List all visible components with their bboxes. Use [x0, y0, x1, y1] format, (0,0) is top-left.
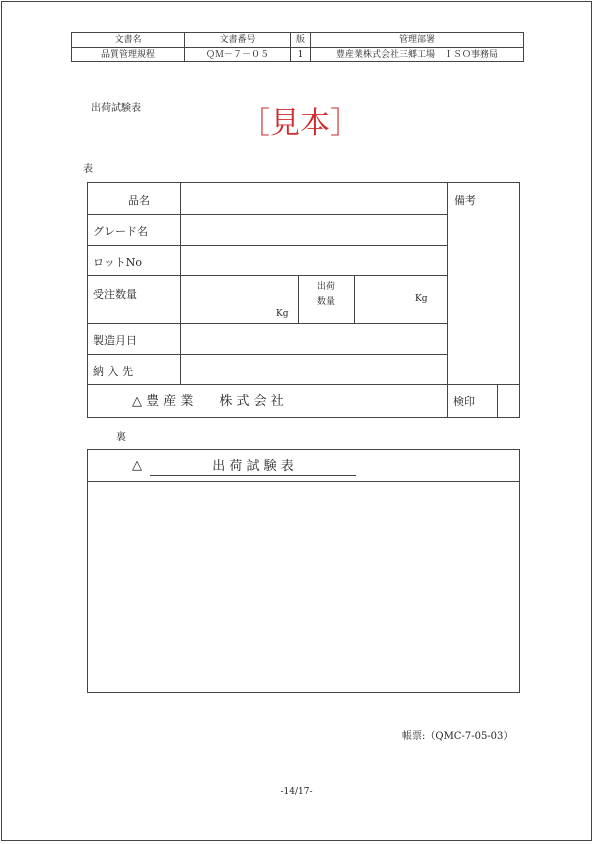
- header-doc-number-label: 文書番号: [219, 35, 256, 45]
- front-form: [87, 182, 520, 418]
- header-doc-name-label: 文書名: [114, 35, 142, 45]
- header-doc-number-value: ＱＭ－７－０５: [205, 50, 269, 60]
- form-code: 帳票:（QMC-7-05-03）: [402, 731, 514, 742]
- back-title-triangle: △: [132, 458, 142, 473]
- label-grade-name: グレード名: [93, 225, 148, 238]
- back-form: [87, 449, 520, 693]
- order-quantity-unit: Kg: [276, 309, 289, 319]
- header-doc-name-value: 品質管理規程: [100, 50, 155, 60]
- label-delivery-destination: 納 入 先: [93, 365, 133, 378]
- label-inspection-seal: 検印: [453, 395, 475, 408]
- front-heading: 表: [83, 164, 93, 175]
- header-department-label: 管理部署: [398, 35, 435, 45]
- label-order-quantity: 受注数量: [93, 288, 137, 301]
- label-shipped-qty-line1: 出荷: [317, 282, 336, 292]
- doc-title: 出荷試験表: [91, 103, 141, 114]
- document-page: [1, 1, 592, 841]
- company-name: △ 豊 産 業 株 式 会 社: [132, 394, 284, 409]
- header-version-value: 1: [297, 50, 304, 60]
- header-table: [71, 32, 524, 62]
- label-remarks: 備考: [454, 194, 476, 207]
- header-version-label: 版: [295, 35, 305, 45]
- label-lot-no: ロットNo: [93, 256, 143, 269]
- label-product-name: 品名: [128, 194, 150, 207]
- back-title: 出 荷 試 験 表: [150, 458, 356, 476]
- page-number: -14/17-: [280, 787, 313, 797]
- sample-stamp: ［見本］: [240, 106, 360, 141]
- header-department-value: 豊産業株式会社三郷工場 ＩＳＯ事務局: [335, 50, 498, 60]
- label-shipped-qty-line2: 数量: [317, 297, 336, 307]
- shipped-quantity-unit: Kg: [415, 294, 428, 304]
- label-manufacture-date: 製造月日: [93, 334, 137, 347]
- back-heading: 裏: [116, 432, 126, 443]
